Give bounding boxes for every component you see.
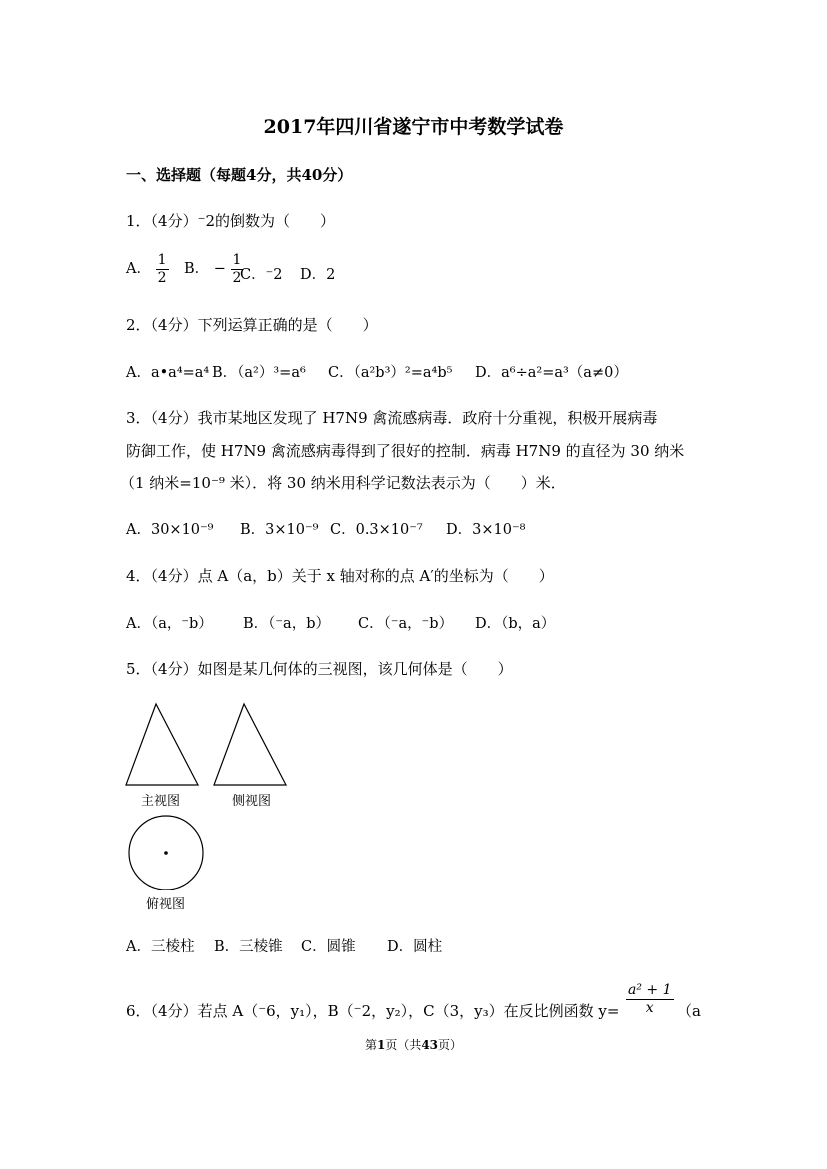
side-view-triangle [214, 704, 286, 785]
question-5-option-a: A．三棱柱 [126, 939, 195, 955]
question-1-option-b [184, 253, 243, 285]
footer-total-pages: 43 [421, 1038, 439, 1052]
question-3-option-b: B．3×10⁻⁹ [240, 522, 319, 538]
fraction-numerator: 1 [157, 252, 167, 268]
question-6-stem-start: 6．（4分）若点 A（⁻6，y₁），B（⁻2，y₂），C（3，y₃）在反比例函数 y= [126, 1002, 620, 1020]
front-view-triangle [126, 704, 198, 785]
fraction-denominator: 2 [157, 269, 167, 286]
question-2-option-a: A．a•a⁴=a⁴ [126, 365, 210, 381]
fraction-a-squared-plus-one-over-x [626, 983, 674, 1015]
question-3-line-3: （1 纳米=10⁻⁹ 米）．将 30 纳米用科学记数法表示为（ ）米． [120, 474, 566, 492]
question-5-stem: 5．（4分）如图是某几何体的三视图，该几何体是（ ） [126, 660, 513, 678]
question-3-line-2: 防御工作，使 H7N9 禽流感病毒得到了很好的控制．病毒 H7N9 的直径为 30 纳米 [126, 442, 685, 460]
question-2-option-c: C．（a²b³）²=a⁴b⁵ [328, 365, 453, 381]
question-3-line-1: 3．（4分）我市某地区发现了 H7N9 禽流感病毒．政府十分重视，积极开展病毒 [126, 409, 658, 427]
footer-suffix: 页） [438, 1038, 463, 1052]
fraction-denominator: x [645, 999, 654, 1016]
page-title: 2017年四川省遂宁市中考数学试卷 [263, 116, 564, 138]
question-2-stem: 2．（4分）下列运算正确的是（ ） [126, 316, 378, 334]
option-b-label: B． [184, 261, 210, 278]
section-heading: 一、选择题（每题4分，共40分） [126, 166, 353, 184]
question-5-option-b: B．三棱锥 [214, 939, 283, 955]
fraction-numerator: 1 [232, 252, 242, 268]
top-view-label: 俯视图 [146, 896, 186, 911]
fraction-one-half [156, 253, 169, 285]
question-5-option-d: D．圆柱 [387, 939, 443, 955]
question-1-stem: 1．（4分）⁻2的倒数为（ ） [126, 212, 336, 230]
question-1-option-a [126, 253, 169, 285]
fraction-denominator: 2 [232, 269, 242, 286]
question-3-option-d: D．3×10⁻⁸ [446, 522, 526, 538]
question-3-option-a: A．30×10⁻⁹ [126, 522, 214, 538]
footer-page-number: 1 [376, 1038, 386, 1052]
question-6-stem-end: （a [677, 1002, 701, 1020]
option-a-label: A． [126, 261, 151, 278]
question-4-option-c: C．（⁻a，⁻b） [358, 616, 454, 632]
minus-sign: − [213, 261, 226, 278]
question-1-option-d: D．2 [300, 267, 336, 283]
question-1-option-c: C．⁻2 [240, 267, 283, 283]
question-4-option-d: D．（b，a） [475, 616, 556, 632]
front-view-label: 主视图 [141, 793, 181, 808]
page-footer [0, 1036, 827, 1053]
question-2-option-b: B．（a²）³=a⁶ [212, 365, 306, 381]
question-4-stem: 4．（4分）点 A（a，b）关于 x 轴对称的点 A′的坐标为（ ） [126, 567, 554, 585]
question-4-option-b: B．（⁻a，b） [243, 616, 330, 632]
top-view-center-dot [164, 851, 168, 855]
footer-prefix: 第 [364, 1038, 377, 1052]
question-5-option-c: C．圆锥 [301, 939, 356, 955]
question-3-option-c: C．0.3×10⁻⁷ [330, 522, 423, 538]
footer-mid: 页（共 [385, 1038, 422, 1052]
question-6-fraction [626, 983, 674, 1015]
fraction-numerator: a² + 1 [628, 982, 672, 998]
question-4-option-a: A．（a，⁻b） [126, 616, 213, 632]
side-view-label: 侧视图 [232, 793, 272, 808]
question-2-option-d: D．a⁶÷a²=a³（a≠0） [475, 365, 628, 381]
